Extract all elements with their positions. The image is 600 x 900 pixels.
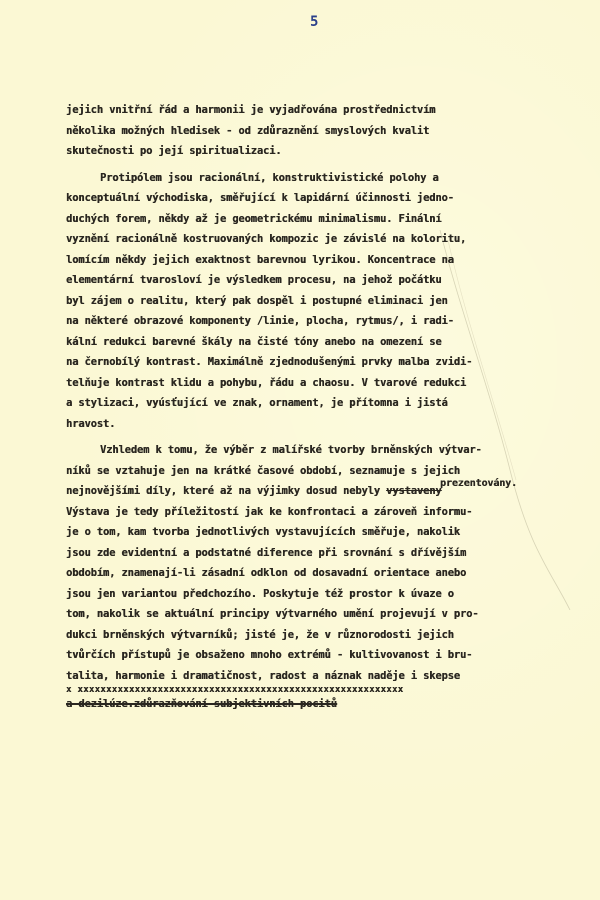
text-line: Protipólem jsou racionální, konstruktivistické polohy a — [100, 171, 439, 184]
body-text — [66, 100, 586, 715]
text-line: elementární tvarosloví je výsledkem procesu, na jehož počátku — [66, 274, 442, 286]
text-line: níků se vztahuje jen na krátké časové období, seznamuje s jejich — [66, 464, 460, 477]
text-line: na některé obrazové komponenty /linie, plocha, rytmus/, i radi- — [66, 315, 454, 327]
text-line: Vzhledem k tomu, že výběr z malířské tvorby brněnských výtvar- — [100, 444, 482, 456]
text-line: tom, nakolik se aktuální principy výtvarného umění projevují v pro- — [66, 608, 479, 620]
text-line: a stylizaci, vyúsťující ve znak, ornament, je přítomna i jistá — [66, 397, 448, 409]
inserted-correction: prezentovány. — [440, 478, 517, 489]
text-line: je o tom, kam tvorba jednotlivých vystavujících směřuje, nakolik — [66, 526, 460, 538]
text-line: jejich vnitřní řád a harmonii je vyjadřována prostřednictvím — [66, 104, 436, 116]
text-line: tvůrčích přístupů je obsaženo mnoho extrémů - kultivovanost i bru- — [66, 649, 473, 661]
text-line: telňuje kontrast klidu a pohybu, řádu a chaosu. V tvarové redukci — [66, 376, 467, 389]
text-line: jsou jen variantou předchozího. Poskytuje též prostor k úvaze o — [66, 587, 454, 600]
struck-text-line: a dezilúze.zdůrazňování subjektivních pocitů — [66, 698, 337, 710]
text-line-with-correction — [66, 478, 586, 502]
text-line: několika možných hledisek - od zdůraznění smyslových kvalit — [66, 124, 430, 137]
text-line: obdobím, znamenají-li zásadní odklon od dosavadní orientace anebo — [66, 567, 467, 579]
text-line: jsou zde evidentní a podstatné diference při srovnání s dřívějším — [66, 546, 467, 559]
text-line: hravost. — [66, 417, 116, 430]
text-line: konceptuální východiska, směřující k lapidární účinnosti jedno- — [66, 192, 454, 204]
text-line: vyznění racionálně kostruovaných kompozic je závislé na koloritu, — [66, 233, 467, 245]
x-out-line: x xxxxxxxxxxxxxxxxxxxxxxxxxxxxxxxxxxxxxxxxxxxxxxxxxxxxxxxxx — [66, 686, 404, 694]
text-line: kální redukci barevné škály na čisté tóny anebo na omezení se — [66, 335, 442, 348]
struck-word: vystaveny — [386, 485, 442, 497]
text-line: lomícím někdy jejich exaktnost barevnou lyrikou. Koncentrace na — [66, 253, 454, 266]
text-line: talita, harmonie i dramatičnost, radost a náznak naděje i skepse — [66, 669, 460, 682]
text-line: byl zájem o realitu, který pak dospěl i postupné eliminaci jen — [66, 294, 448, 307]
text-line: Výstava je tedy příležitostí jak ke konfrontaci a zároveň informu- — [66, 505, 473, 518]
text-line: dukci brněnských výtvarníků; jisté je, že v různorodosti jejich — [66, 628, 454, 641]
text-line: skutečnosti po její spiritualizaci. — [66, 145, 282, 157]
text-line: na černobílý kontrast. Maximálně zjednodušenými prvky malba zvidi- — [66, 356, 473, 368]
text-line: duchých forem, někdy až je geometrickému minimalismu. Finální — [66, 212, 442, 225]
text-line: nejnovějšími díly, které až na výjimky dosud nebyly — [66, 485, 380, 497]
page-number: 5 — [310, 14, 319, 30]
